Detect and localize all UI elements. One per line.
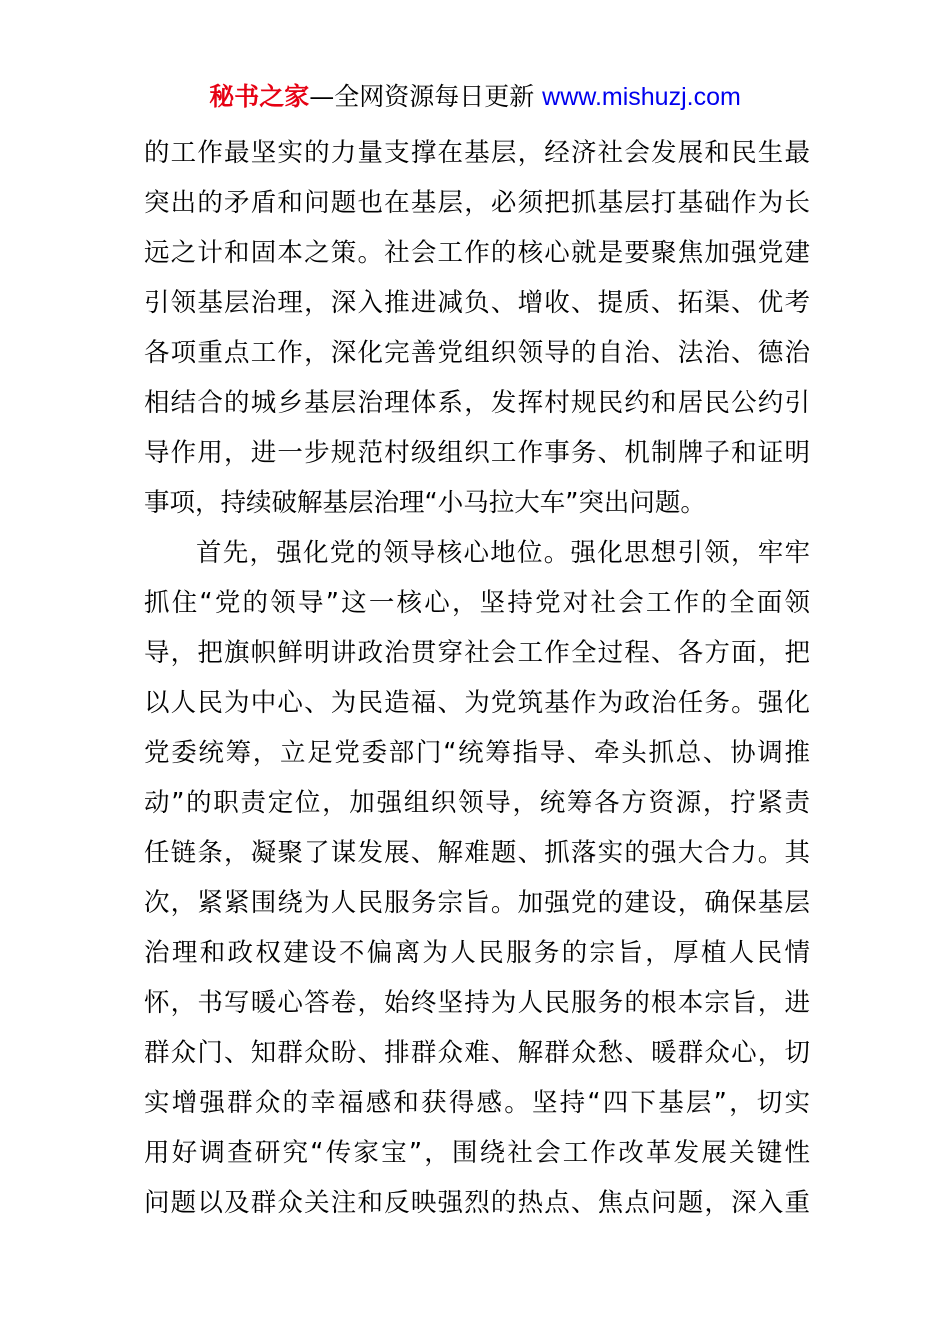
text-line: 以人民为中心、为民造福、为党筑基作为政治任务。强化 [144,688,810,718]
document-body [144,128,810,1228]
text-line: 的工作最坚实的力量支撑在基层，经济社会发展和民生最 [144,138,810,168]
paragraph-end-line: 事项，持续破解基层治理“小马拉大车”突出问题。 [144,488,706,518]
text-line: 抓住“党的领导”这一核心，坚持党对社会工作的全面领 [144,588,810,618]
site-brand: 秘书之家 [209,82,310,111]
text-line: 各项重点工作，深化完善党组织领导的自治、法治、德治 [144,338,810,368]
text-line: 突出的矛盾和问题也在基层，必须把抓基层打基础作为长 [144,188,810,218]
text-line: 怀，书写暖心答卷，始终坚持为人民服务的根本宗旨，进 [144,988,810,1018]
text-line: 任链条，凝聚了谋发展、解难题、抓落实的强大合力。其 [144,838,810,868]
text-line: 动”的职责定位，加强组织领导，统筹各方资源，拧紧责 [144,788,810,818]
text-line: 导作用，进一步规范村级组织工作事务、机制牌子和证明 [144,438,810,468]
text-line: 实增强群众的幸福感和获得感。坚持“四下基层”，切实 [144,1088,810,1118]
text-line: 远之计和固本之策。社会工作的核心就是要聚焦加强党建 [144,238,810,268]
text-line: 问题以及群众关注和反映强烈的热点、焦点问题，深入重 [144,1188,810,1218]
text-line: 相结合的城乡基层治理体系，发挥村规民约和居民公约引 [144,388,810,418]
text-line: 治理和政权建设不偏离为人民服务的宗旨，厚植人民情 [144,938,810,968]
text-line: 党委统筹，立足党委部门“统筹指导、牵头抓总、协调推 [144,738,810,768]
site-url-link[interactable]: www.mishuzj.com [542,83,741,111]
site-tagline: —全网资源每日更新 [309,82,543,111]
text-line: 导，把旗帜鲜明讲政治贯穿社会工作全过程、各方面，把 [144,638,810,668]
paragraph-start-line: 首先，强化党的领导核心地位。强化思想引领，牢牢 [196,538,810,568]
text-line: 群众门、知群众盼、排群众难、解群众愁、暖群众心，切 [144,1038,810,1068]
text-line: 用好调查研究“传家宝”，围绕社会工作改革发展关键性 [144,1138,810,1168]
site-header [0,80,950,114]
text-line: 次，紧紧围绕为人民服务宗旨。加强党的建设，确保基层 [144,888,810,918]
text-line: 引领基层治理，深入推进减负、增收、提质、拓渠、优考 [144,288,810,318]
